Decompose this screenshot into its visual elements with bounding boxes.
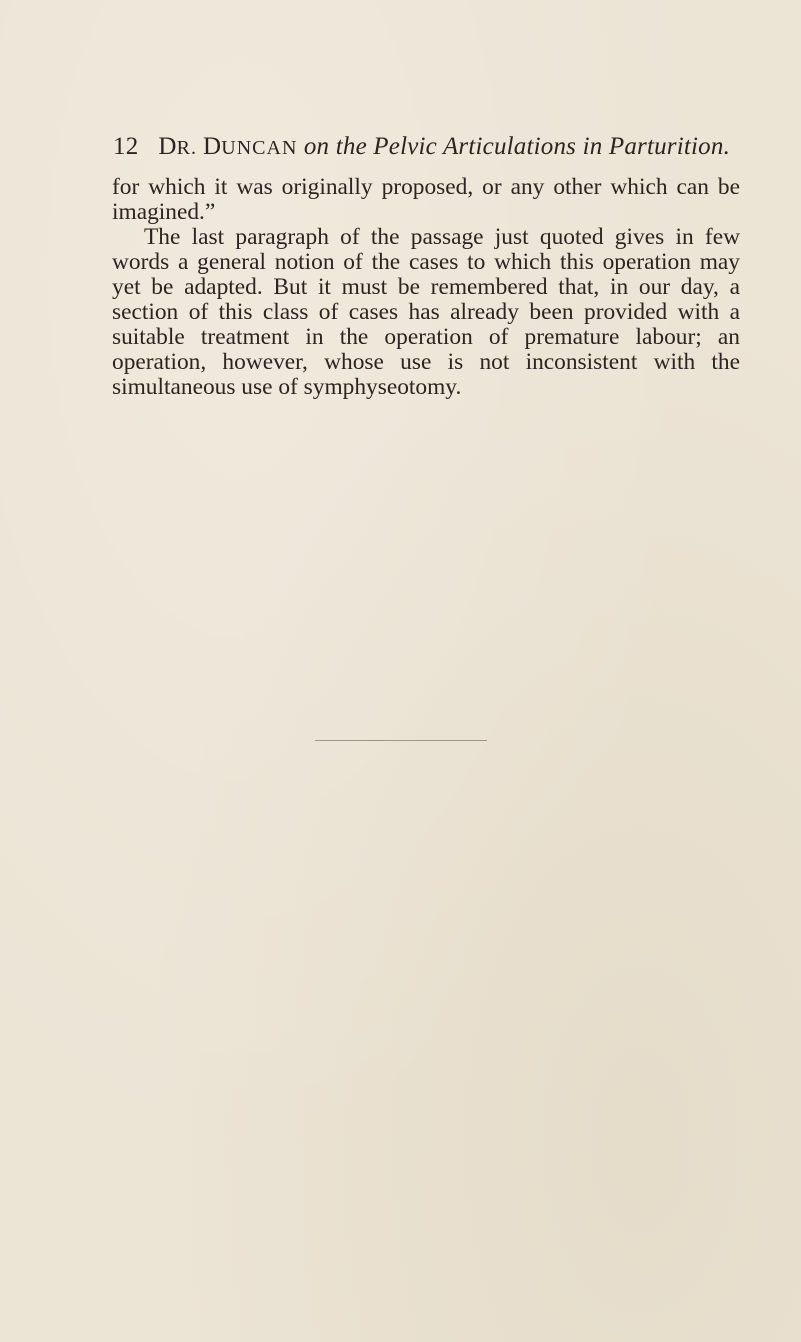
body-text — [112, 175, 740, 400]
section-divider — [315, 740, 487, 741]
author-initial: D — [158, 133, 177, 160]
author-name-rest: UNCAN — [221, 137, 298, 159]
paragraph: The last paragraph of the passage just quoted gives in few words a general notion of the cases to which this operation may yet be adapted. But it must be remembered that, in our day, a section of this class of cases has already been provided with a suitable treatment in the operation of premature labour; an operation, however, whose use is not inconsistent with the simultaneous use of symphyseotomy. — [112, 224, 740, 400]
paragraph-continuation: for which it was originally proposed, or any other which can be imagined.” — [112, 174, 740, 225]
running-head — [113, 130, 731, 165]
author-title-rest: R. — [176, 137, 204, 159]
running-head-title: the Pelvic Articulations in Parturition. — [335, 133, 731, 160]
author-name-initial: D — [203, 133, 222, 160]
author-name — [158, 130, 297, 165]
running-head-connector: on — [303, 133, 330, 160]
page-number: 12 — [113, 133, 139, 160]
